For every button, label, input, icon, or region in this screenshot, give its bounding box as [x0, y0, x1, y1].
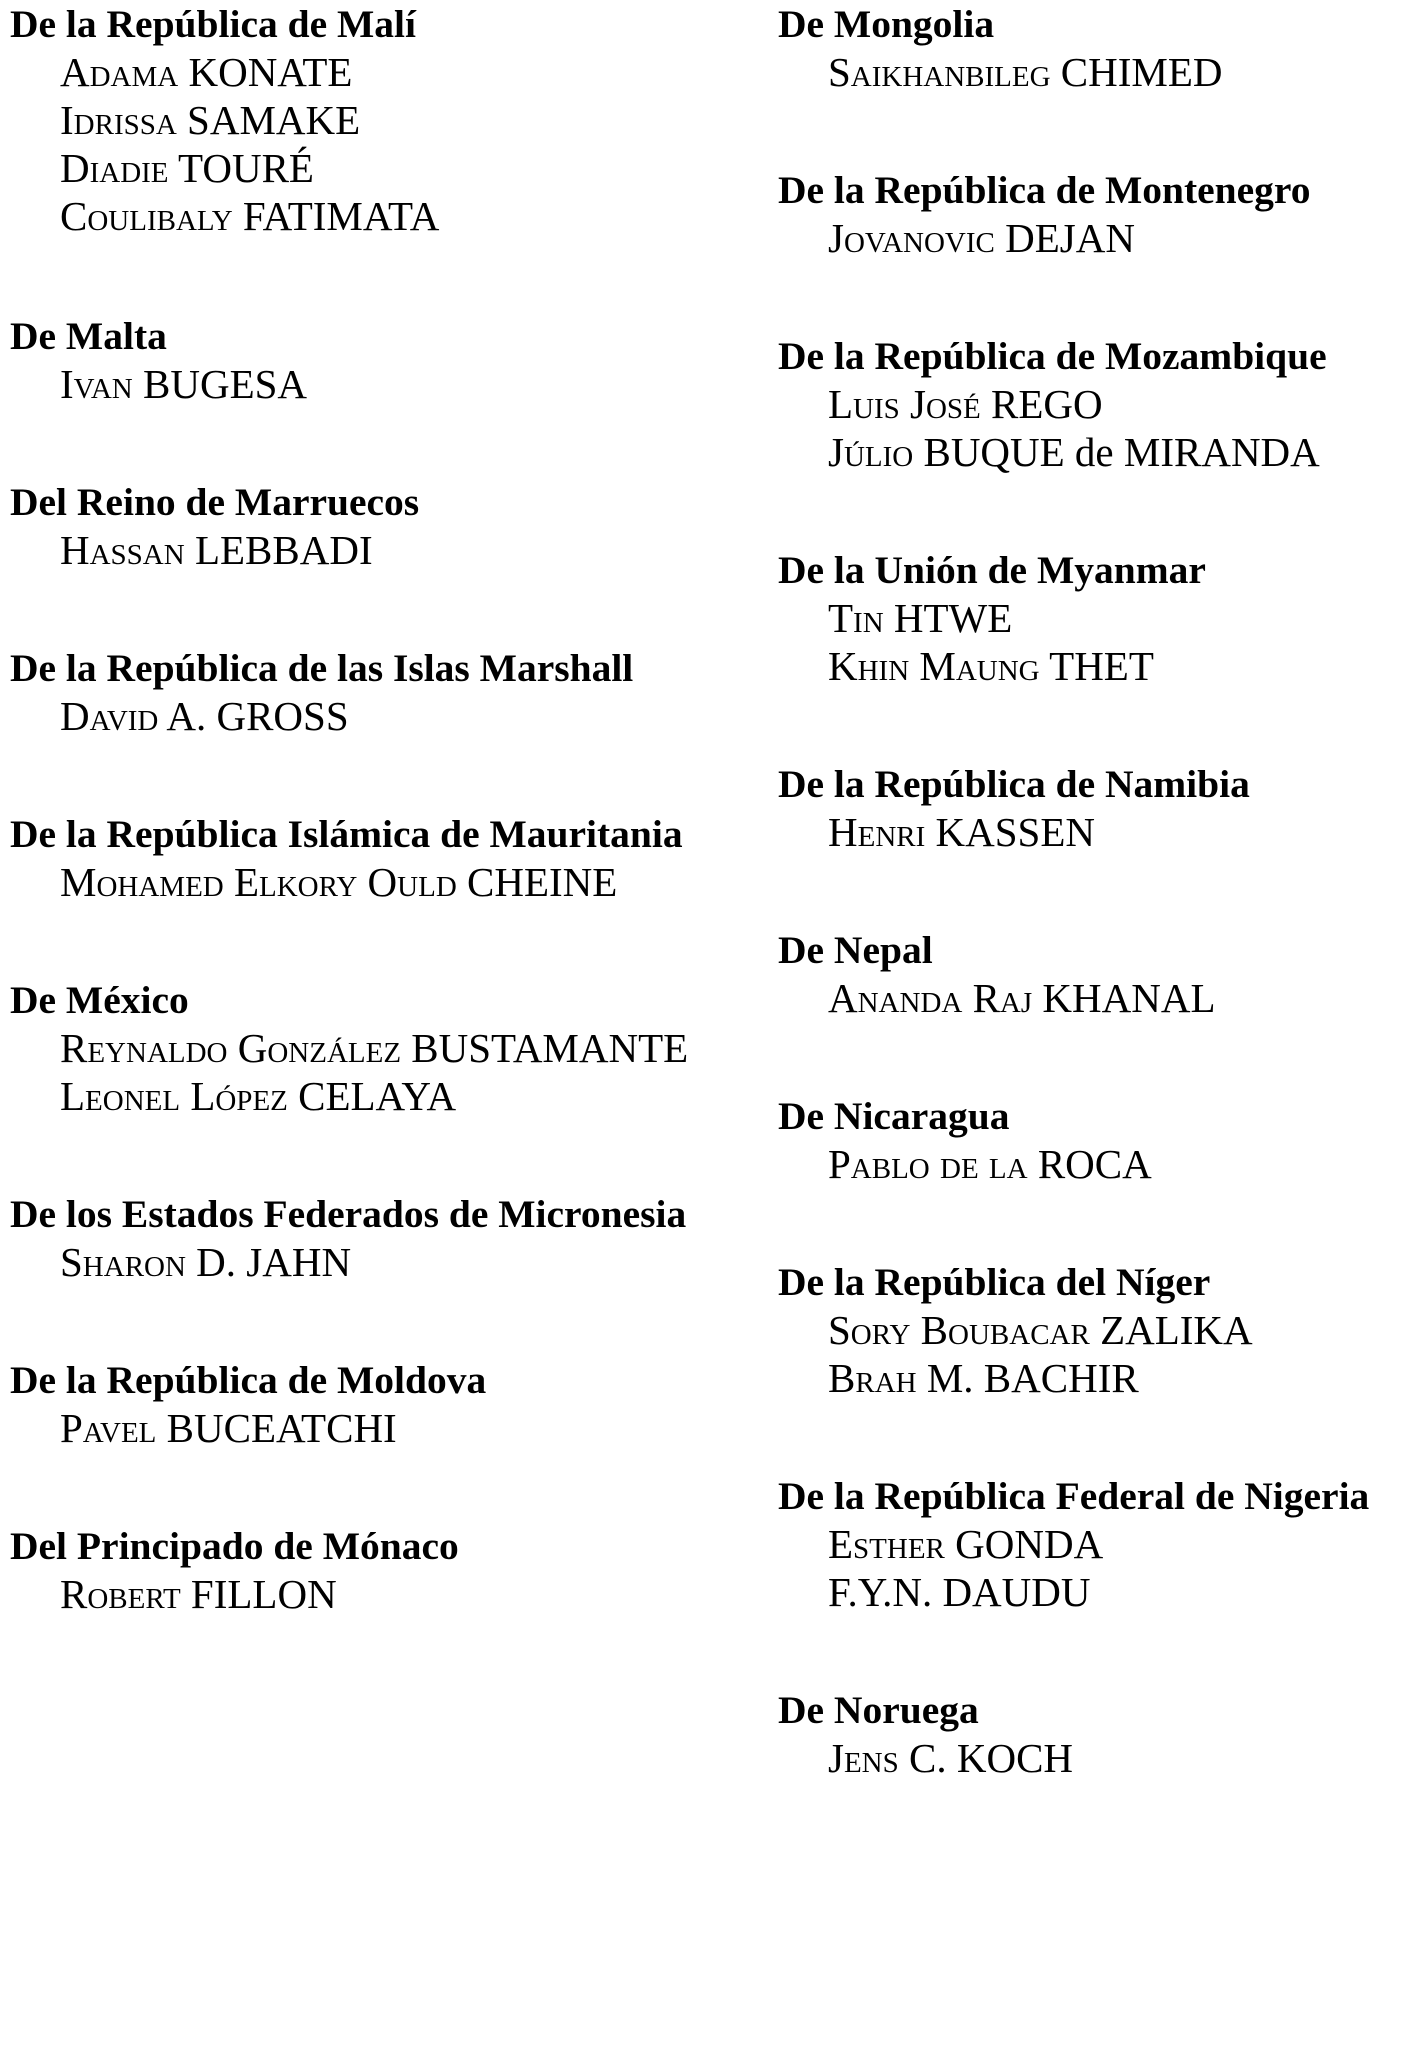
representative-name	[778, 1354, 1424, 1402]
representative-last-name: KONATE	[188, 49, 353, 95]
representative-name	[10, 48, 750, 96]
representative-name	[10, 144, 750, 192]
representative-last-name: BUSTAMANTE	[411, 1025, 689, 1071]
representative-last-name: M. BACHIR	[926, 1355, 1139, 1401]
representative-first-name: Júlio	[828, 429, 914, 475]
representative-first-name: Jens	[828, 1735, 899, 1781]
delegation-de-noruega	[778, 1686, 1424, 1782]
representative-name	[10, 692, 750, 740]
representative-first-name: Saikhanbileg	[828, 49, 1051, 95]
representative-last-name: KHANAL	[1042, 975, 1216, 1021]
representative-name	[10, 360, 750, 408]
delegation-de-mexico	[10, 976, 750, 1120]
representative-last-name: HTWE	[893, 595, 1013, 641]
representative-first-name: Esther	[828, 1521, 945, 1567]
representative-last-name: GONDA	[955, 1521, 1104, 1567]
representative-name	[778, 1520, 1424, 1568]
delegation-de-la-republica-de-moldova	[10, 1356, 750, 1452]
delegation-de-nicaragua	[778, 1092, 1424, 1188]
representative-first-name: Ivan	[60, 361, 133, 407]
left-column	[10, 0, 750, 1618]
representative-name	[10, 1072, 750, 1120]
representative-last-name: CHEINE	[467, 859, 618, 905]
country-heading: De la República de Malí	[10, 2, 416, 46]
representative-last-name: A. GROSS	[166, 693, 349, 739]
representative-name	[10, 526, 750, 574]
representative-name	[778, 594, 1424, 642]
delegation-de-la-union-de-myanmar	[778, 546, 1424, 690]
delegation-del-principado-de-monaco	[10, 1522, 750, 1618]
representative-name	[778, 642, 1424, 690]
representative-last-name: ROCA	[1037, 1141, 1152, 1187]
representative-name	[778, 808, 1424, 856]
representative-last-name: FATIMATA	[242, 193, 440, 239]
country-heading: Del Reino de Marruecos	[10, 480, 420, 524]
delegation-de-la-republica-islamica-de-mauritania	[10, 810, 750, 906]
country-heading: De los Estados Federados de Micronesia	[10, 1192, 687, 1236]
country-heading: De la República de las Islas Marshall	[10, 646, 634, 690]
representative-first-name: Sory Boubacar	[828, 1307, 1090, 1353]
country-heading: De la República de Mozambique	[778, 334, 1327, 378]
representative-first-name: Adama	[60, 49, 179, 95]
country-heading: De la República Federal de Nigeria	[778, 1474, 1370, 1518]
representative-name	[10, 96, 750, 144]
delegation-de-la-republica-de-namibia	[778, 760, 1424, 856]
representative-last-name: D. JAHN	[196, 1239, 352, 1285]
representative-first-name: Ananda Raj	[828, 975, 1033, 1021]
representative-first-name: David	[60, 693, 159, 739]
country-heading: De Noruega	[778, 1688, 979, 1732]
representative-name	[10, 1404, 750, 1452]
representative-first-name: Khin Maung	[828, 643, 1040, 689]
delegation-del-reino-de-marruecos	[10, 478, 750, 574]
country-heading: De Nepal	[778, 928, 933, 972]
representative-last-name: ZALIKA	[1100, 1307, 1253, 1353]
representative-last-name: BUCEATCHI	[166, 1405, 397, 1451]
representative-name	[10, 1570, 750, 1618]
representative-first-name: Sharon	[60, 1239, 186, 1285]
country-heading: De Nicaragua	[778, 1094, 1010, 1138]
representative-last-name: CELAYA	[298, 1073, 457, 1119]
delegation-de-la-republica-de-mali	[10, 0, 750, 240]
representative-last-name: TOURÉ	[178, 145, 314, 191]
representative-first-name: Brah	[828, 1355, 917, 1401]
representative-last-name: FILLON	[190, 1571, 337, 1617]
representative-name	[778, 1568, 1424, 1616]
country-heading: De la República del Níger	[778, 1260, 1211, 1304]
representative-first-name: Jovanovic	[828, 215, 995, 261]
representative-first-name: Mohamed Elkory Ould	[60, 859, 457, 905]
representative-first-name: Coulibaly	[60, 193, 233, 239]
delegation-de-la-republica-del-niger	[778, 1258, 1424, 1402]
representative-name	[10, 1238, 750, 1286]
delegation-de-la-republica-de-mozambique	[778, 332, 1424, 476]
delegation-de-mongolia	[778, 0, 1424, 96]
country-heading: De México	[10, 978, 189, 1022]
country-heading: De la República Islámica de Mauritania	[10, 812, 683, 856]
right-column	[778, 0, 1424, 1782]
representative-name	[778, 214, 1424, 262]
delegation-de-la-republica-de-las-islas-marshall	[10, 644, 750, 740]
representative-first-name: Hassan	[60, 527, 185, 573]
country-heading: De la Unión de Myanmar	[778, 548, 1206, 592]
representative-name	[778, 48, 1424, 96]
representative-first-name: Leonel López	[60, 1073, 288, 1119]
delegation-de-nepal	[778, 926, 1424, 1022]
country-heading: De Mongolia	[778, 2, 995, 46]
representative-last-name: BUGESA	[143, 361, 308, 407]
representative-first-name: Reynaldo González	[60, 1025, 402, 1071]
representative-first-name: Robert	[60, 1571, 181, 1617]
representative-last-name: THET	[1049, 643, 1154, 689]
representative-last-name: REGO	[991, 381, 1103, 427]
representative-name	[778, 974, 1424, 1022]
representative-last-name: SAMAKE	[187, 97, 361, 143]
representative-first-name: Tin	[828, 595, 884, 641]
representative-last-name: C. KOCH	[909, 1735, 1074, 1781]
representative-name	[778, 380, 1424, 428]
country-heading: Del Principado de Mónaco	[10, 1524, 459, 1568]
representative-last-name: CHIMED	[1060, 49, 1223, 95]
representative-name	[778, 428, 1424, 476]
representative-first-name: Diadie	[60, 145, 169, 191]
delegation-de-malta	[10, 312, 750, 408]
delegation-de-los-estados-federados-de-micronesia	[10, 1190, 750, 1286]
representative-name	[778, 1306, 1424, 1354]
representative-name	[10, 1024, 750, 1072]
representative-last-name: LEBBADI	[194, 527, 373, 573]
country-heading: De la República de Montenegro	[778, 168, 1311, 212]
representative-name	[10, 858, 750, 906]
representative-first-name: Luis José	[828, 381, 981, 427]
delegation-de-la-republica-federal-de-nigeria	[778, 1472, 1424, 1616]
country-heading: De Malta	[10, 314, 167, 358]
representative-last-name: F.Y.N. DAUDU	[828, 1569, 1091, 1615]
representative-last-name: KASSEN	[935, 809, 1096, 855]
representative-first-name: Idrissa	[60, 97, 177, 143]
country-heading: De la República de Namibia	[778, 762, 1250, 806]
representative-name	[778, 1734, 1424, 1782]
country-heading: De la República de Moldova	[10, 1358, 487, 1402]
representative-first-name: Pablo de la	[828, 1141, 1028, 1187]
representative-name	[10, 192, 750, 240]
representative-last-name: BUQUE de MIRANDA	[923, 429, 1320, 475]
representative-first-name: Pavel	[60, 1405, 157, 1451]
representative-name	[778, 1140, 1424, 1188]
delegation-de-la-republica-de-montenegro	[778, 166, 1424, 262]
representative-first-name: Henri	[828, 809, 926, 855]
representative-last-name: DEJAN	[1005, 215, 1135, 261]
